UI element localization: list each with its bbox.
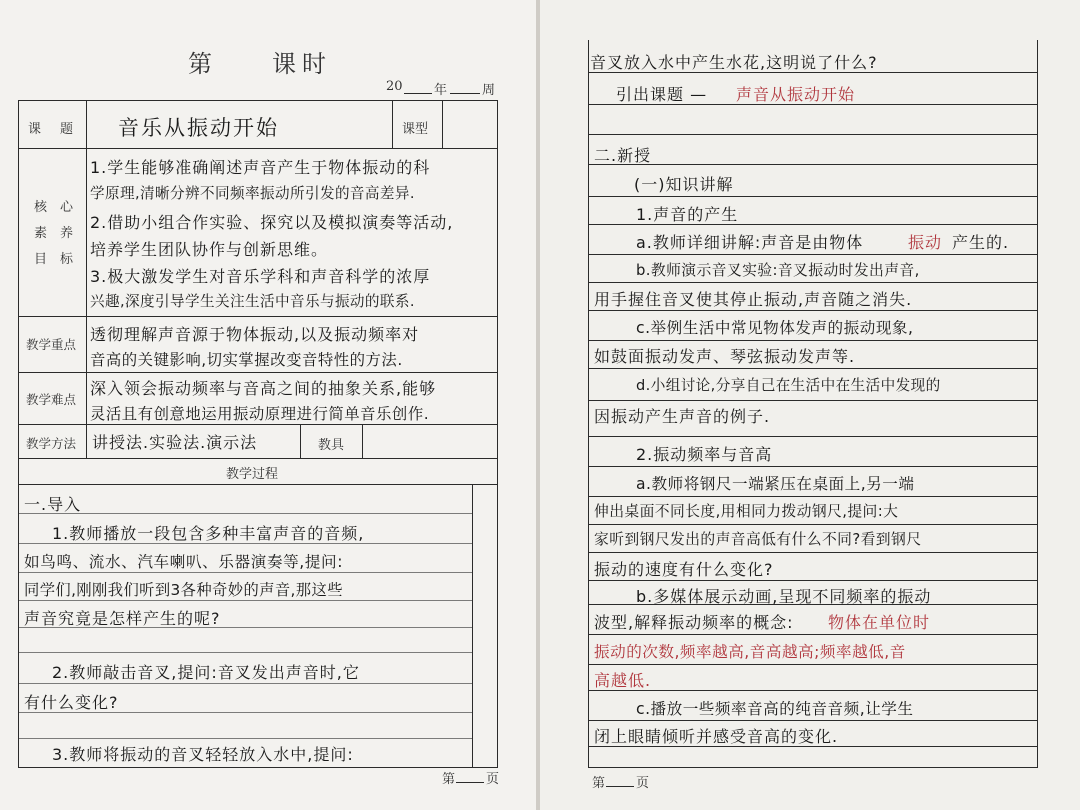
body-line-7: 有什么变化? [24, 693, 119, 712]
process-title: 教学过程 [226, 467, 279, 482]
body-line-1: 一.导入 [24, 495, 82, 514]
r-line-23: 闭上眼睛倾听并感受音高的变化. [594, 727, 839, 746]
lesson-title-prefix: 第 [188, 50, 214, 78]
r-line-16: 家听到钢尺发出的声音高低有什么不同?看到钢尺 [594, 531, 922, 548]
r-line-9: c.举例生活中常见物体发声的振动现象, [636, 319, 914, 337]
r-line-1: 音叉放入水中产生水花,这明说了什么? [590, 53, 878, 72]
diff-line-2: 灵活且有创意地运用振动原理进行简单音乐创作. [90, 405, 430, 423]
r-line-19-red: 物体在单位时 [828, 613, 931, 632]
left-page [0, 0, 536, 810]
label-type: 课型 [402, 122, 429, 137]
r-line-5: 1.声音的产生 [636, 205, 739, 224]
r-line-13: 2.振动频率与音高 [636, 445, 773, 464]
r-line-15: 伸出桌面不同长度,用相同力拨动钢尺,提问:大 [594, 503, 899, 520]
body-line-3: 如鸟鸣、流水、汽车喇叭、乐器演奏等,提问: [24, 553, 344, 571]
method-text: 讲授法.实验法.演示法 [92, 433, 258, 452]
key-line-2: 音高的关键影响,切实掌握改变音特性的方法. [90, 351, 403, 369]
r-page-num-prefix: 第 [592, 776, 606, 791]
r-line-6: a.教师详细讲解:声音是由物体 [636, 233, 864, 252]
label-difficulty: 教学难点 [26, 392, 77, 407]
label-core-2: 素 养 [34, 226, 74, 241]
page-num-prefix: 第 [442, 772, 456, 787]
r-line-18: b.多媒体展示动画,呈现不同频率的振动 [636, 587, 932, 606]
label-topic: 课 题 [28, 122, 77, 137]
r-line-11: d.小组讨论,分享自己在生活中在生活中发现的 [636, 377, 941, 394]
page-num-suffix: 页 [486, 772, 500, 787]
core-line-5: 3.极大激发学生对音乐学科和声音科学的浓厚 [90, 267, 431, 286]
r-line-12: 因振动产生声音的例子. [594, 407, 771, 426]
right-page [540, 0, 1080, 810]
r-line-7: b.教师演示音叉实验:音叉振动时发出声音, [636, 262, 920, 279]
core-line-6: 兴趣,深度引导学生关注生活中音乐与振动的联系. [90, 293, 415, 310]
r-topic-red: 声音从振动开始 [736, 85, 856, 104]
label-method: 教学方法 [26, 436, 77, 451]
r-line-4: (一)知识讲解 [634, 175, 734, 194]
body-line-2: 1.教师播放一段包含多种丰富声音的音频, [52, 524, 365, 543]
r-line-8: 用手握住音叉使其停止振动,声音随之消失. [594, 290, 913, 309]
diff-line-1: 深入领会振动频率与音高之间的抽象关系,能够 [90, 379, 437, 398]
label-key: 教学重点 [26, 337, 77, 352]
core-line-1: 1.学生能够准确阐述声音产生于物体振动的科 [90, 158, 431, 177]
body-line-5: 声音究竟是怎样产生的呢? [24, 609, 221, 628]
label-aids: 教具 [318, 438, 345, 453]
r-line-20-red: 振动的次数,频率越高,音高越高;频率越低,音 [594, 643, 906, 661]
label-core-1: 核 心 [34, 200, 74, 215]
core-line-2: 学原理,清晰分辨不同频率振动所引发的音高差异. [90, 185, 415, 202]
r-line-14: a.教师将钢尺一端紧压在桌面上,另一端 [636, 475, 915, 493]
key-line-1: 透彻理解声音源于物体振动,以及振动频率对 [90, 325, 420, 344]
r-line-22: c.播放一些频率音高的纯音音频,让学生 [636, 700, 914, 718]
r-line-21-red: 高越低. [594, 671, 652, 690]
lesson-title-suffix: 课时 [272, 50, 332, 78]
topic-text: 音乐从振动开始 [118, 116, 279, 140]
body-line-4: 同学们,刚刚我们听到3各种奇妙的声音,那这些 [24, 581, 343, 599]
date-week: 周 [482, 83, 496, 98]
r-line-6-end: 产生的. [952, 233, 1010, 252]
r-line-19: 波型,解释振动频率的概念: [594, 613, 794, 632]
r-line-17: 振动的速度有什么变化? [594, 560, 774, 579]
core-line-3: 2.借助小组合作实验、探究以及模拟演奏等活动, [90, 213, 454, 232]
core-line-4: 培养学生团队协作与创新思维。 [90, 240, 329, 259]
r-line-2: 引出课题 — [616, 85, 708, 104]
r-line-10: 如鼓面振动发声、琴弦振动发声等. [594, 347, 856, 366]
date-month: 年 [434, 83, 448, 98]
body-line-6: 2.教师敲击音叉,提问:音叉发出声音时,它 [52, 663, 360, 682]
date-year: 20 [386, 79, 403, 94]
r-page-num-suffix: 页 [636, 776, 650, 791]
r-line-6-red: 振动 [908, 233, 943, 252]
label-core-3: 目 标 [34, 252, 74, 267]
r-line-3: 二.新授 [594, 146, 652, 165]
body-line-8: 3.教师将振动的音叉轻轻放入水中,提问: [52, 745, 354, 764]
